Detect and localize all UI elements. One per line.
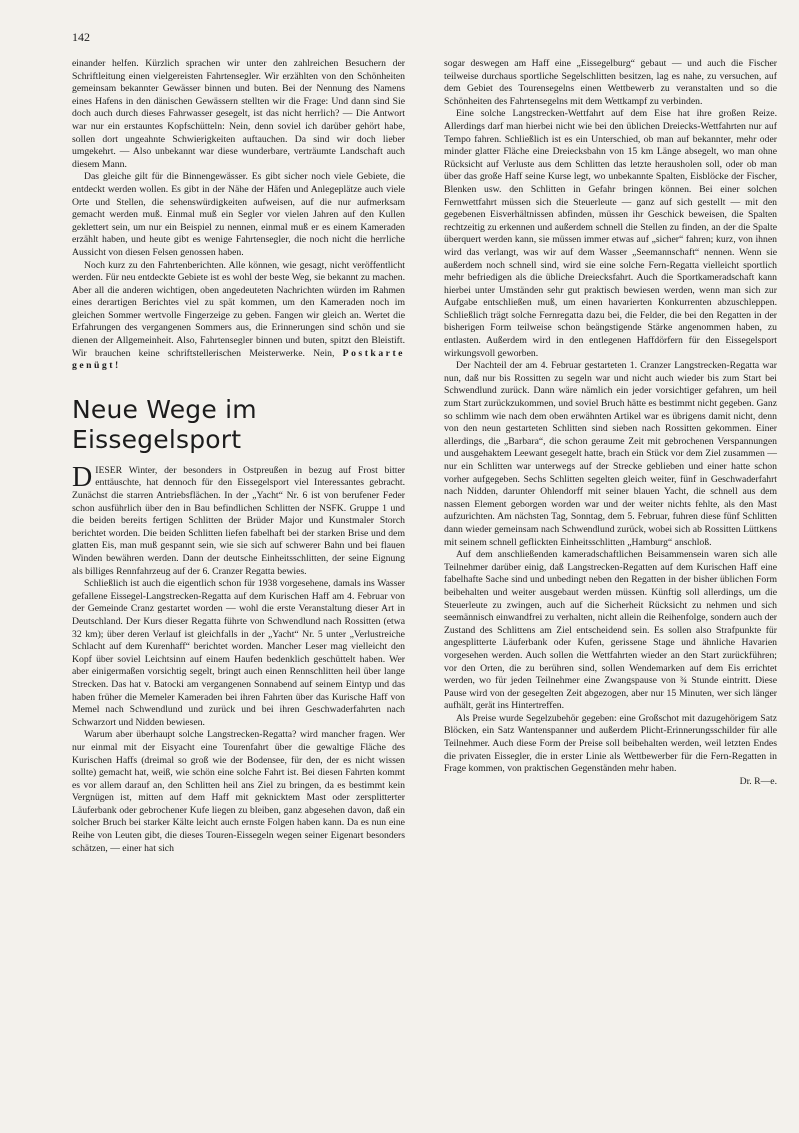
paragraph: sogar deswegen am Haff eine „Eissegelburg“ gebaut — und auch die Fischer teilweise durchaus sportliche Segelschlitten besitzen, lag es nahe, zu versuchen, auf dem Gebiet des Tourensegelns einen Wettbewerb zu veranstalten und so die Schönheiten des Fahrtensegelns mit dem Wettkampf zu verbinden.: [444, 58, 777, 107]
left-column: [72, 58, 405, 855]
paragraph: Warum aber überhaupt solche Langstrecken-Regatta? wird mancher fragen. Wer nur einmal mit der Eisyacht eine Tourenfahrt über die gewaltige Fläche des Kurischen Haffs (dreimal so groß wie der Bodensee, für den, der es nicht wissen sollte) gemacht hat, weiß, wie schön eine solche Fahrt ist. Bei diesen Fahrten kommt es vor allem darauf an, den Schlitten heil ans Ziel zu bringen, da es bestimmt kein Vergnügen ist, mitten auf dem Haff mit geknicktem Mast oder zersplitterter Läuferbank oder gebrochener Kufe liegen zu bleiben, ganz abgesehen davon, daß ein solcher Bruch bei starker Kälte leicht auch ernste Folgen haben kann. Da es nun eine Reihe von Leuten gibt, die dieses Touren-Eissegeln wegen seiner Eigenart besonders schätzen, — einer hat sich: [72, 729, 405, 854]
paragraph: Eine solche Langstrecken-Wettfahrt auf dem Eise hat ihre großen Reize. Allerdings darf man hierbei nicht wie bei den üblichen Dreiecks-Wettfahrten nur auf Tempo fahren. Schließlich ist es ein Unterschied, ob man auf bekannter, mehr oder minder glatter Fläche eine Dreiecksbahn von 15 km Länge absegelt, wo man ohne Rücksicht auf Verluste aus dem Schlitten das letzte herausholen soll, oder ob man über das große Haff seine Kurse legt, wo unbekannte Spalten, Eisblöcke der Fischer, Blenken usw. den Schlitten in Gefahr bringen können. Bei einer solchen Fernwettfahrt müssen sich die Steuerleute — ganz auf sich gestellt — mit den gegebenen Eisverhältnissen abfinden, müssen ihr Geschick beweisen, die Spalten rechtzeitig zu erkennen und außerdem schnell die Stellen zu finden, an der die Spalte überquert werden kann, sie müssen immer etwas auf „sicher“ fahren; kurz, von ihnen wird das verlangt, was wir auf dem Wasser „Seemannschaft“ nennen. Wenn sie außerdem noch schnell sind, wird sie eine solche Fern-Regatta vielleicht sportlich mehr befriedigen als die übliche Dreiecksfahrt. Auch die Sportkameradschaft kann hierbei unter Umständen sehr gut praktisch bewiesen werden, wenn man sich zur Aufgabe entschließen muß, um einen havarierten Konkurrenten abzuschleppen. Schließlich trägt solche Fernregatta dazu bei, die Felder, die bei den Regatten in der bisherigen Form teilweise schon beängstigende Stärke angenommen haben, zu entlasten. Außerdem wird in den entlegenen Haffdörfern für den Eissegelsport wirkungsvoll geworben.: [444, 108, 777, 359]
paragraph: Der Nachteil der am 4. Februar gestarteten 1. Cranzer Langstrecken-Regatta war nun, daß nur bis Rossitten zu segeln war und nicht auch wieder bis zum Start bei Schwendlund zurück. Dann wäre nämlich ein jeder vorsichtiger gefahren, um heil zum Start zurückzukommen, und soviel Bruch hätte es bestimmt nicht gegeben. Ganz so schlimm wie nach dem oben erwähnten Artikel war es übrigens damit nicht, denn von den neun gestarteten Schlitten sind sieben nach Rossitten gekommen. Einer allerdings, die „Barbara“, die schon geraume Zeit mit gebrochenen Verspannungen und ausgehaktem Leewant gesegelt hatte, brach ein Stück vor dem Ziel zusammen — nur ein Schlitten war unterwegs auf der Strecke geblieben und einer hatte schon vorher aufgegeben. Sechs Schlitten segelten gleich weiter, fünf in Geschwaderfahrt nach Nidden, darunter Ohlendorff mit seiner blauen Yacht, die schnell aus dem nassen Element geborgen worden war und der weiter nichts fehlte, als den Mast aufzurichten. Am nächsten Tag, Sonntag, dem 5. Februar, fuhren diese fünf Schlitten dann wieder gemeinsam nach Schwendlund zurück, wobei sich ab Rossitten Lüttkens mit seinem schnell geflickten Einheitsschlitten „Hamburg“ anschloß.: [444, 360, 777, 548]
page-number: 142: [72, 30, 90, 44]
paragraph: Als Preise wurde Segelzubehör gegeben: eine Großschot mit dazugehörigem Satz Blöcken, ein Satz Wantenspanner und außerdem Plicht-Erinnerungsschilder für alle Teilnehmer. Auch diese Form der Preise soll beibehalten werden, weil letzten Endes die privaten Eissegler, die in erster Linie als Wettbewerber für die Fern-Regatten in Frage kommen, von praktischen Gegenständen mehr haben.: [444, 712, 777, 775]
article-headline: Neue Wege im Eissegelsport: [72, 394, 257, 454]
article-first-word: IESER: [95, 464, 123, 476]
right-column: [444, 58, 777, 788]
paragraph: Auf dem anschließenden kameradschaftlichen Beisammensein waren sich alle Teilnehmer darüber einig, daß Langstrecken-Regatten auf dem Kurischen Haff eine fabelhafte Sache sind und unbedingt neben den Regatten in der bisher üblichen Form beibehalten und weiter ausgebaut werden müssen. Künftig soll allerdings, um die Steuerleute zu zwingen, auch auf die Sicherheit Rücksicht zu nehmen und sich seemännisch einwandfrei zu verhalten, nicht allein die Reihenfolge, sondern auch der Zustand des Schlittens am Ziel entscheidend sein. Es sollen also Strafpunkte für angesplitterte Läuferbank oder Kufen, gerissene Stage und ähnliche Havarien vorgesehen werden. Auch sollen die Wettfahrten wieder an den Start zurückführen; vor den Orten, die zu berühren sind, sollen Wendemarken auf dem Eis errichtet werden, wo für jeden Teilnehmer eine Zwangspause von ¾ Stunde eintritt. Diese Pause wird von der gesegelten Zeit abgezogen, aber nur 15 Minuten, wer sich länger aufhält, gerät ins Hintertreffen.: [444, 549, 777, 712]
author-signature: Dr. R—e.: [739, 775, 777, 787]
paragraph: Schließlich ist auch die eigentlich schon für 1938 vorgesehene, damals ins Wasser gefallene Eissegel-Langstrecken-Regatta auf dem Kurischen Haff am 4. Februar von der Gemeinde Cranz gestartet worden — wohl die erste Veranstaltung dieser Art in Deutschland. Der Kurs dieser Regatta führte von Schwendlund nach Rossitten (etwa 32 km); über deren Verlauf ist gleichfalls in der „Yacht“ Nr. 5 unter „Verlustreiche Schlacht auf dem Kurenhaff“ berichtet worden. Mancher Leser mag vielleicht den Kopf über soviel Leichtsinn auf einem Haufen bedenklich geschüttelt haben. Wer aber einigermaßen vorsichtig segelt, bringt auch einen Rennschlitten heil über lange Strecken. Das hat v. Batocki am vergangenen Sonnabend auf seinem Eintyp und das haben früher die Memeler Kameraden bei ihren Fahrten über das Kurische Haff von Memel nach Schwendlund und zurück und bei ihren Geschwaderfahrten nach Schwarzort und Nidden bewiesen.: [72, 578, 405, 728]
article-first-paragraph: [72, 461, 405, 578]
paragraph: einander helfen. Kürzlich sprachen wir unter den zahlreichen Besuchern der Schriftleitung einen vielgereisten Fahrtensegler. Wir erzählten von den Schönheiten gemeinsam bekannter Gewässer binnen und buten. Bei der Nennung des Namens eines Hafens in den dänischen Gewässern stellten wir die Frage: Und dann sind Sie doch auch durch dieses Fahrwasser gesegelt, ist das nicht herrlich? — Die Antwort war nur ein erstauntes Kopfschütteln: Nein, denn soviel ich darüber gehört habe, sollen dort ungeahnte Schwierigkeiten auftauchen. Da sind wir doch lieber umgekehrt. — Also unbekannt war diese wunderbare, verträumte Landschaft auch diesem Mann.: [72, 58, 405, 170]
drop-cap: D: [72, 461, 93, 493]
paragraph: Das gleiche gilt für die Binnengewässer. Es gibt sicher noch viele Gebiete, die entdeckt werden wollen. Es gibt in der Nähe der Häfen und Anlegeplätze auch viele Orte und Stellen, die sehenswürdigkeiten aufweisen, auf die nur aufmerksam gemacht werden muß. Einmal muß ein Segler vor vielen Jahren auf den Kullen geklettert sein, um nur ein Beispiel zu nennen, einmal muß er es einem Kameraden erzählt haben, und heute gibt es wenige Fahrtensegler, die noch nicht die herrliche Aussicht von diesen Felsen genossen haben.: [72, 171, 405, 258]
article-first-paragraph-text: Winter, der besonders in Ostpreußen in bezug auf Frost bitter enttäuschte, hat dennoch für den Eissegelsport viel Interessantes gebracht. Zunächst die starren Antriebsflächen. In der „Yacht“ Nr. 6 ist von berufener Feder schon ausführlich über den in Bau befindlichen Schlitten der NSFK. Gruppe 1 und die beiden bereits fertigen Schlitten der Brüder Major und Kunstmaler Storch berichtet worden. Die beiden Schlitten liefen fabelhaft bei der starken Brise und dem glatten Eis, man muß gespannt sein, wie sie sich auf schwerer Bahn und bei flauen Winden bewähren werden. Dann der deutsche Einheitsschlitten, der seine Eignung als billiges Rennfahrzeug auf der 6. Cranzer Regatta bewies.: [72, 464, 405, 577]
closing-text: Noch kurz zu den Fahrtenberichten. Alle können, wie gesagt, nicht veröffentlicht werden. Für neu entdeckte Gebiete ist es wohl der beste Weg, sie bekannt zu machen. Aber all die anderen wichtigen, oben angedeuteten Nachrichten würden im Rahmen eines derartigen Berichtes viel zu spät kommen, um den Kameraden noch im gleichen Sommer wertvolle Fingerzeige zu geben. Fangen wir gleich an. Wertet die Erfahrungen des vergangenen Sommers aus, die Erinnerungen sind schön und sie dienen der Allgemeinheit. Also, Fahrtensegler binnen und buten, spitzt den Bleistift. Wir brauchen keine schriftstellerischen Meisterwerke. Nein,: [72, 259, 405, 359]
closing-emphasis: Postkarte genügt!: [72, 347, 405, 372]
closing-paragraph: [72, 260, 405, 373]
